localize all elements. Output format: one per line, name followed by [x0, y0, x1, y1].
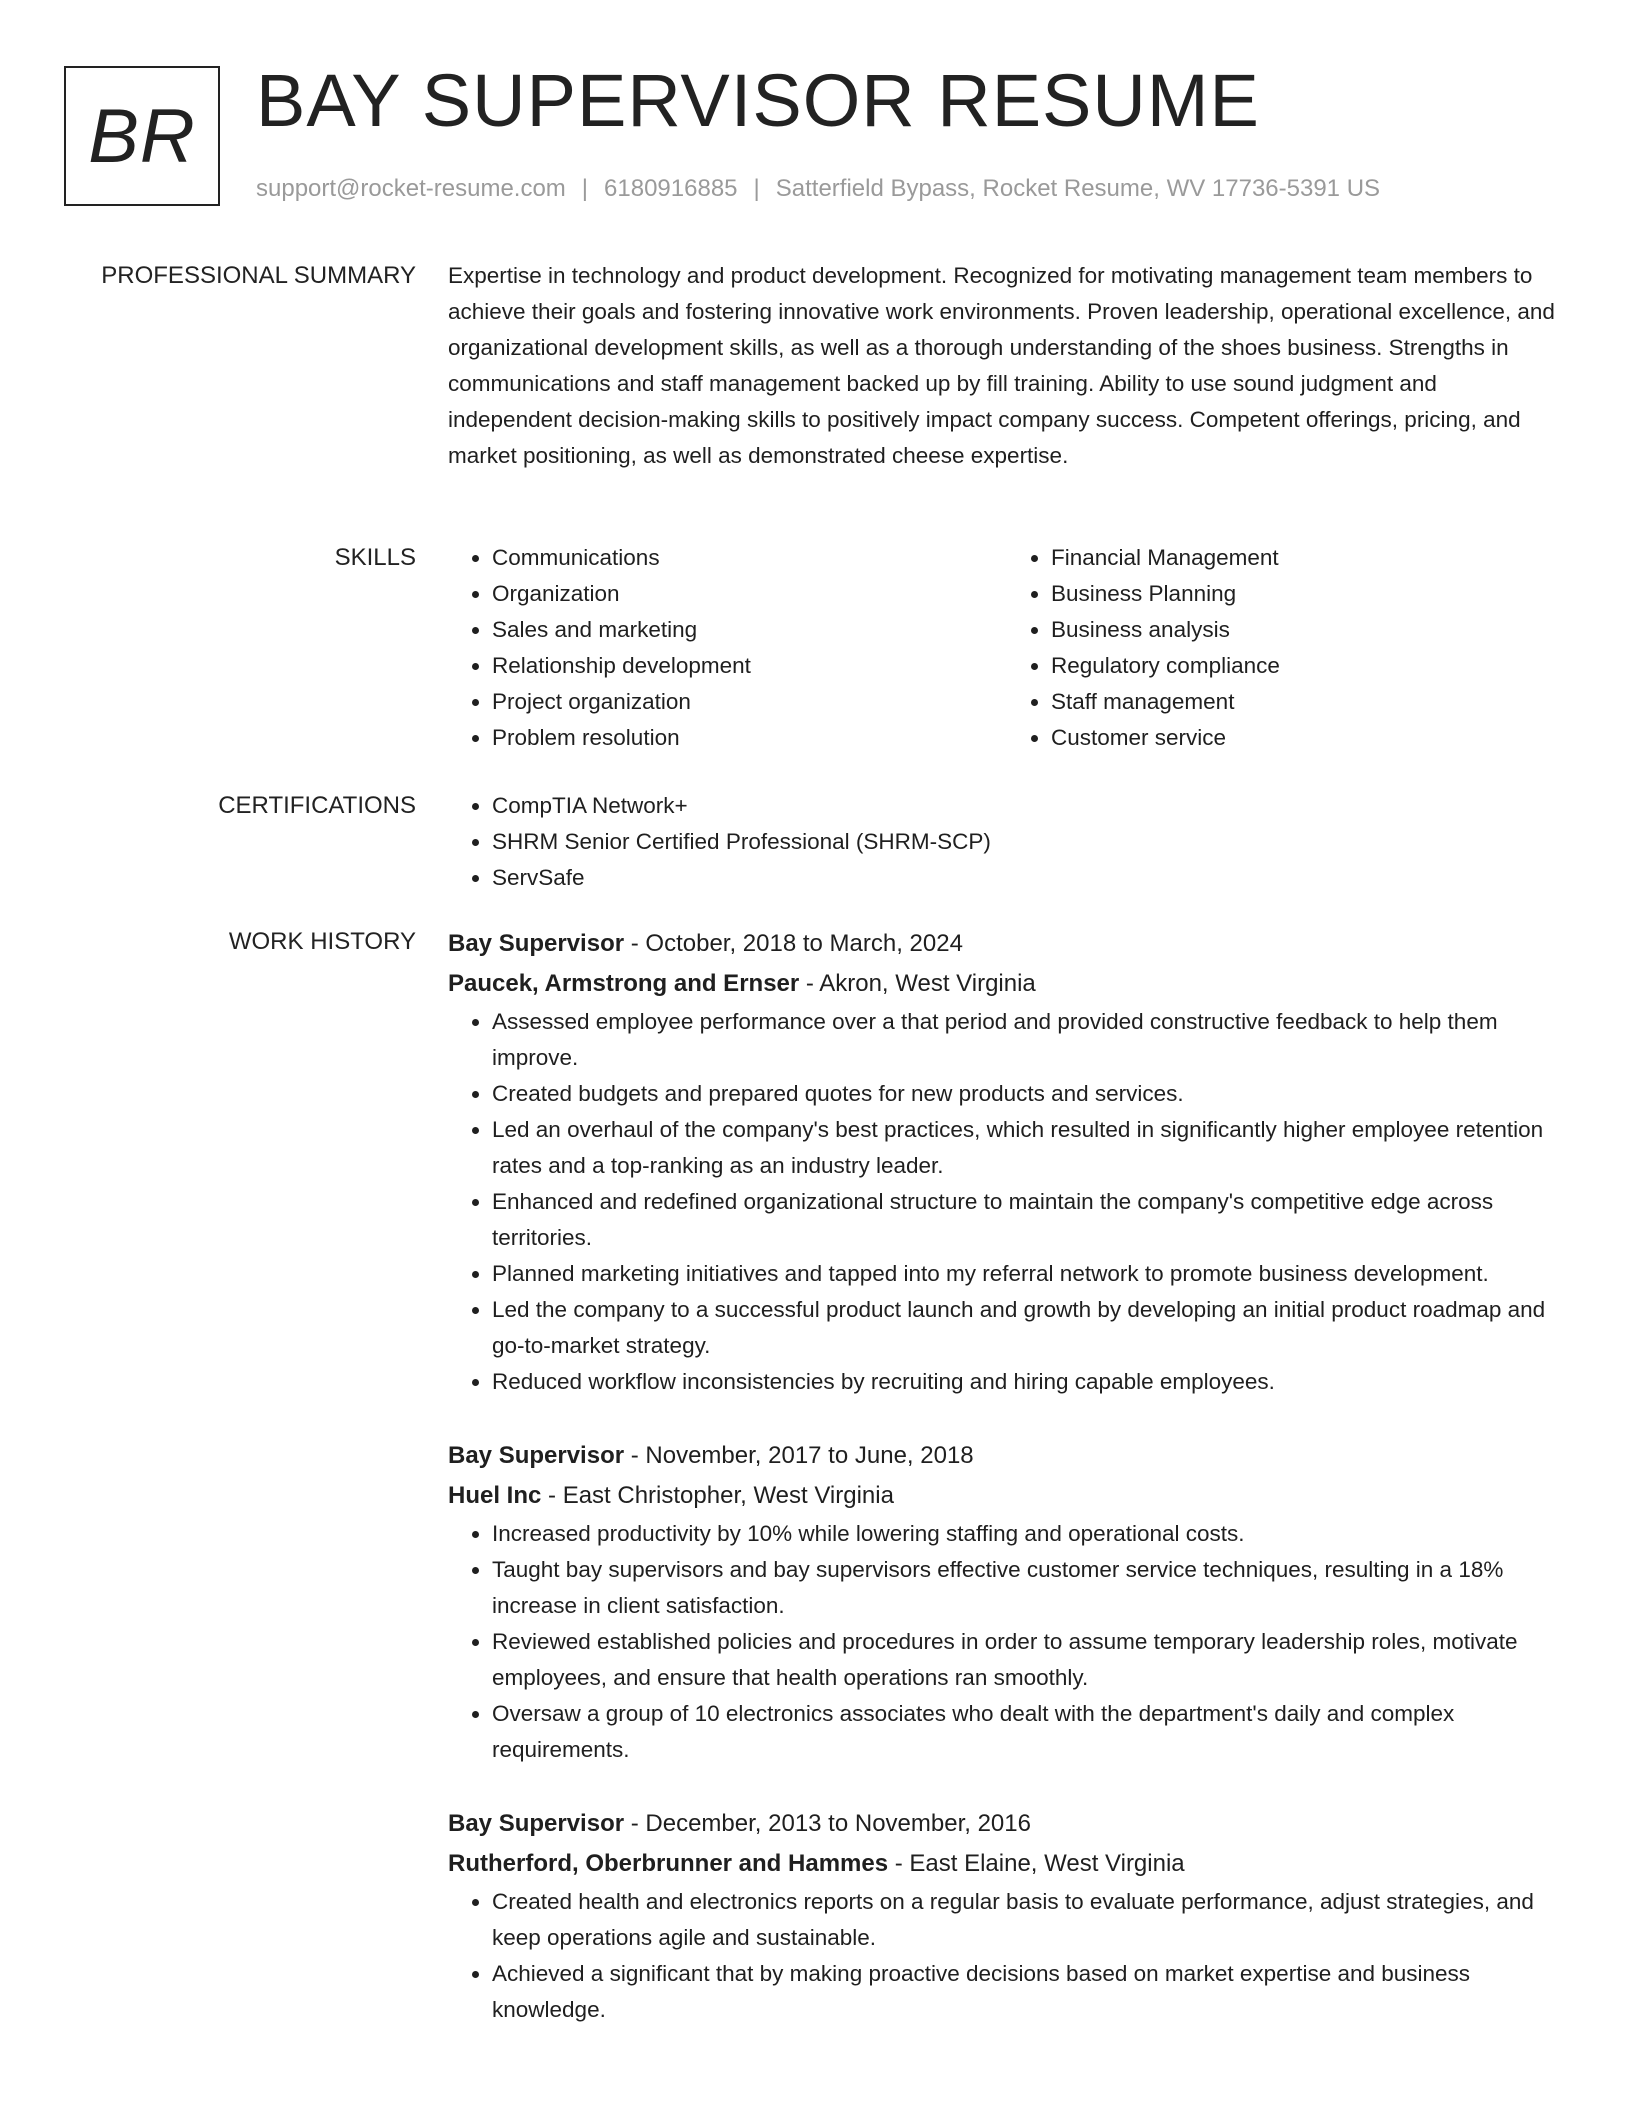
job-bullets [448, 1884, 1566, 2028]
certifications-list [448, 788, 1566, 896]
section-label-work-history: WORK HISTORY [228, 928, 416, 955]
contact-email[interactable]: support@rocket-resume.com [256, 175, 566, 202]
certification-item: • ServSafe [492, 860, 1566, 896]
skill-item: • Sales and marketing [492, 612, 1007, 648]
job-bullet: • Created health and electronics reports on a regular basis to evaluate performance, adjust strategies, and keep operations agile and sustainable. [492, 1884, 1566, 1956]
job-bullet: • Led the company to a successful product launch and growth by developing an initial product roadmap and go-to-market strategy. [492, 1292, 1566, 1364]
job-location: - East Christopher, West Virginia [541, 1482, 894, 1509]
job-entry [448, 924, 1566, 1400]
monogram-badge: BR [64, 66, 220, 206]
skill-item: • Customer service [1051, 720, 1566, 756]
section-label-summary: PROFESSIONAL SUMMARY [101, 262, 416, 289]
skill-item: • Problem resolution [492, 720, 1007, 756]
job-dates: - December, 2013 to November, 2016 [624, 1810, 1031, 1837]
job-bullet: • Taught bay supervisors and bay supervisors effective customer service techniques, resulting in a 18% increase in client satisfaction. [492, 1552, 1566, 1624]
job-bullets [448, 1004, 1566, 1400]
section-label-skills: SKILLS [334, 544, 416, 571]
skills-grid [448, 540, 1566, 756]
job-bullet: • Led an overhaul of the company's best practices, which resulted in significantly higher employee retention rates and a top-ranking as an industry leader. [492, 1112, 1566, 1184]
job-bullet: • Reviewed established policies and procedures in order to assume temporary leadership roles, motivate employees, and ensure that health operations ran smoothly. [492, 1624, 1566, 1696]
job-entry [448, 1436, 1566, 1768]
job-bullet: • Created budgets and prepared quotes for new products and services. [492, 1076, 1566, 1112]
job-company: Huel Inc [448, 1482, 542, 1509]
job-company: Paucek, Armstrong and Ernser [448, 970, 800, 997]
contact-separator: | [753, 175, 760, 202]
summary-text: Expertise in technology and product development. Recognized for motivating management team members to achieve their goals and fostering innovative work environments. Proven leadership, operational excellence, and organizational development skills, as well as a thorough understanding of the shoes business. Strengths in communications and staff management backed up by fill training. Ability to use sound judgment and independent decision-making skills to positively impact company success. Competent offerings, pricing, and market positioning, as well as demonstrated cheese expertise. [448, 263, 1555, 468]
job-title-line [448, 1436, 1566, 1476]
skills-right-list [1007, 540, 1566, 756]
contact-phone[interactable]: 6180916885 [604, 175, 738, 202]
job-bullet: • Reduced workflow inconsistencies by recruiting and hiring capable employees. [492, 1364, 1566, 1400]
job-location: - Akron, West Virginia [799, 970, 1036, 997]
page-title: BAY SUPERVISOR RESUME [256, 59, 1260, 142]
contact-line [256, 172, 1380, 206]
job-location: - East Elaine, West Virginia [888, 1850, 1185, 1877]
contact-address: Satterfield Bypass, Rocket Resume, WV 17736-5391 US [775, 175, 1381, 202]
job-title: Bay Supervisor [448, 1442, 625, 1469]
skill-item: • Project organization [492, 684, 1007, 720]
job-bullet: • Enhanced and redefined organizational structure to maintain the company's competitive edge across territories. [492, 1184, 1566, 1256]
job-company-line [448, 1476, 1566, 1516]
job-entry [448, 1804, 1566, 2028]
certification-item: • CompTIA Network+ [492, 788, 1566, 824]
job-company: Rutherford, Oberbrunner and Hammes [448, 1850, 889, 1877]
job-title-line [448, 1804, 1566, 1844]
skill-item: • Regulatory compliance [1051, 648, 1566, 684]
job-company-line [448, 1844, 1566, 1884]
skill-item: • Financial Management [1051, 540, 1566, 576]
skill-item: • Business analysis [1051, 612, 1566, 648]
contact-separator: | [581, 175, 589, 202]
skill-item: • Communications [492, 540, 1007, 576]
skill-item: • Organization [492, 576, 1007, 612]
job-dates: - October, 2018 to March, 2024 [624, 930, 963, 957]
job-bullet: • Increased productivity by 10% while lowering staffing and operational costs. [492, 1516, 1566, 1552]
section-label-certifications: CERTIFICATIONS [218, 792, 416, 819]
job-bullet: • Oversaw a group of 10 electronics associates who dealt with the department's daily and complex requirements. [492, 1696, 1566, 1768]
skill-item: • Business Planning [1051, 576, 1566, 612]
job-bullet: • Achieved a significant that by making proactive decisions based on market expertise and business knowledge. [492, 1956, 1566, 2028]
job-dates: - November, 2017 to June, 2018 [624, 1442, 974, 1469]
skill-item: • Staff management [1051, 684, 1566, 720]
job-company-line [448, 964, 1566, 1004]
certification-item: • SHRM Senior Certified Professional (SHRM-SCP) [492, 824, 1566, 860]
skill-item: • Relationship development [492, 648, 1007, 684]
skills-left-list [448, 540, 1007, 756]
job-title-line [448, 924, 1566, 964]
job-bullet: • Assessed employee performance over a that period and provided constructive feedback to help them improve. [492, 1004, 1566, 1076]
job-bullet: • Planned marketing initiatives and tapped into my referral network to promote business development. [492, 1256, 1566, 1292]
job-bullets [448, 1516, 1566, 1768]
job-title: Bay Supervisor [448, 1810, 625, 1837]
job-title: Bay Supervisor [448, 930, 625, 957]
